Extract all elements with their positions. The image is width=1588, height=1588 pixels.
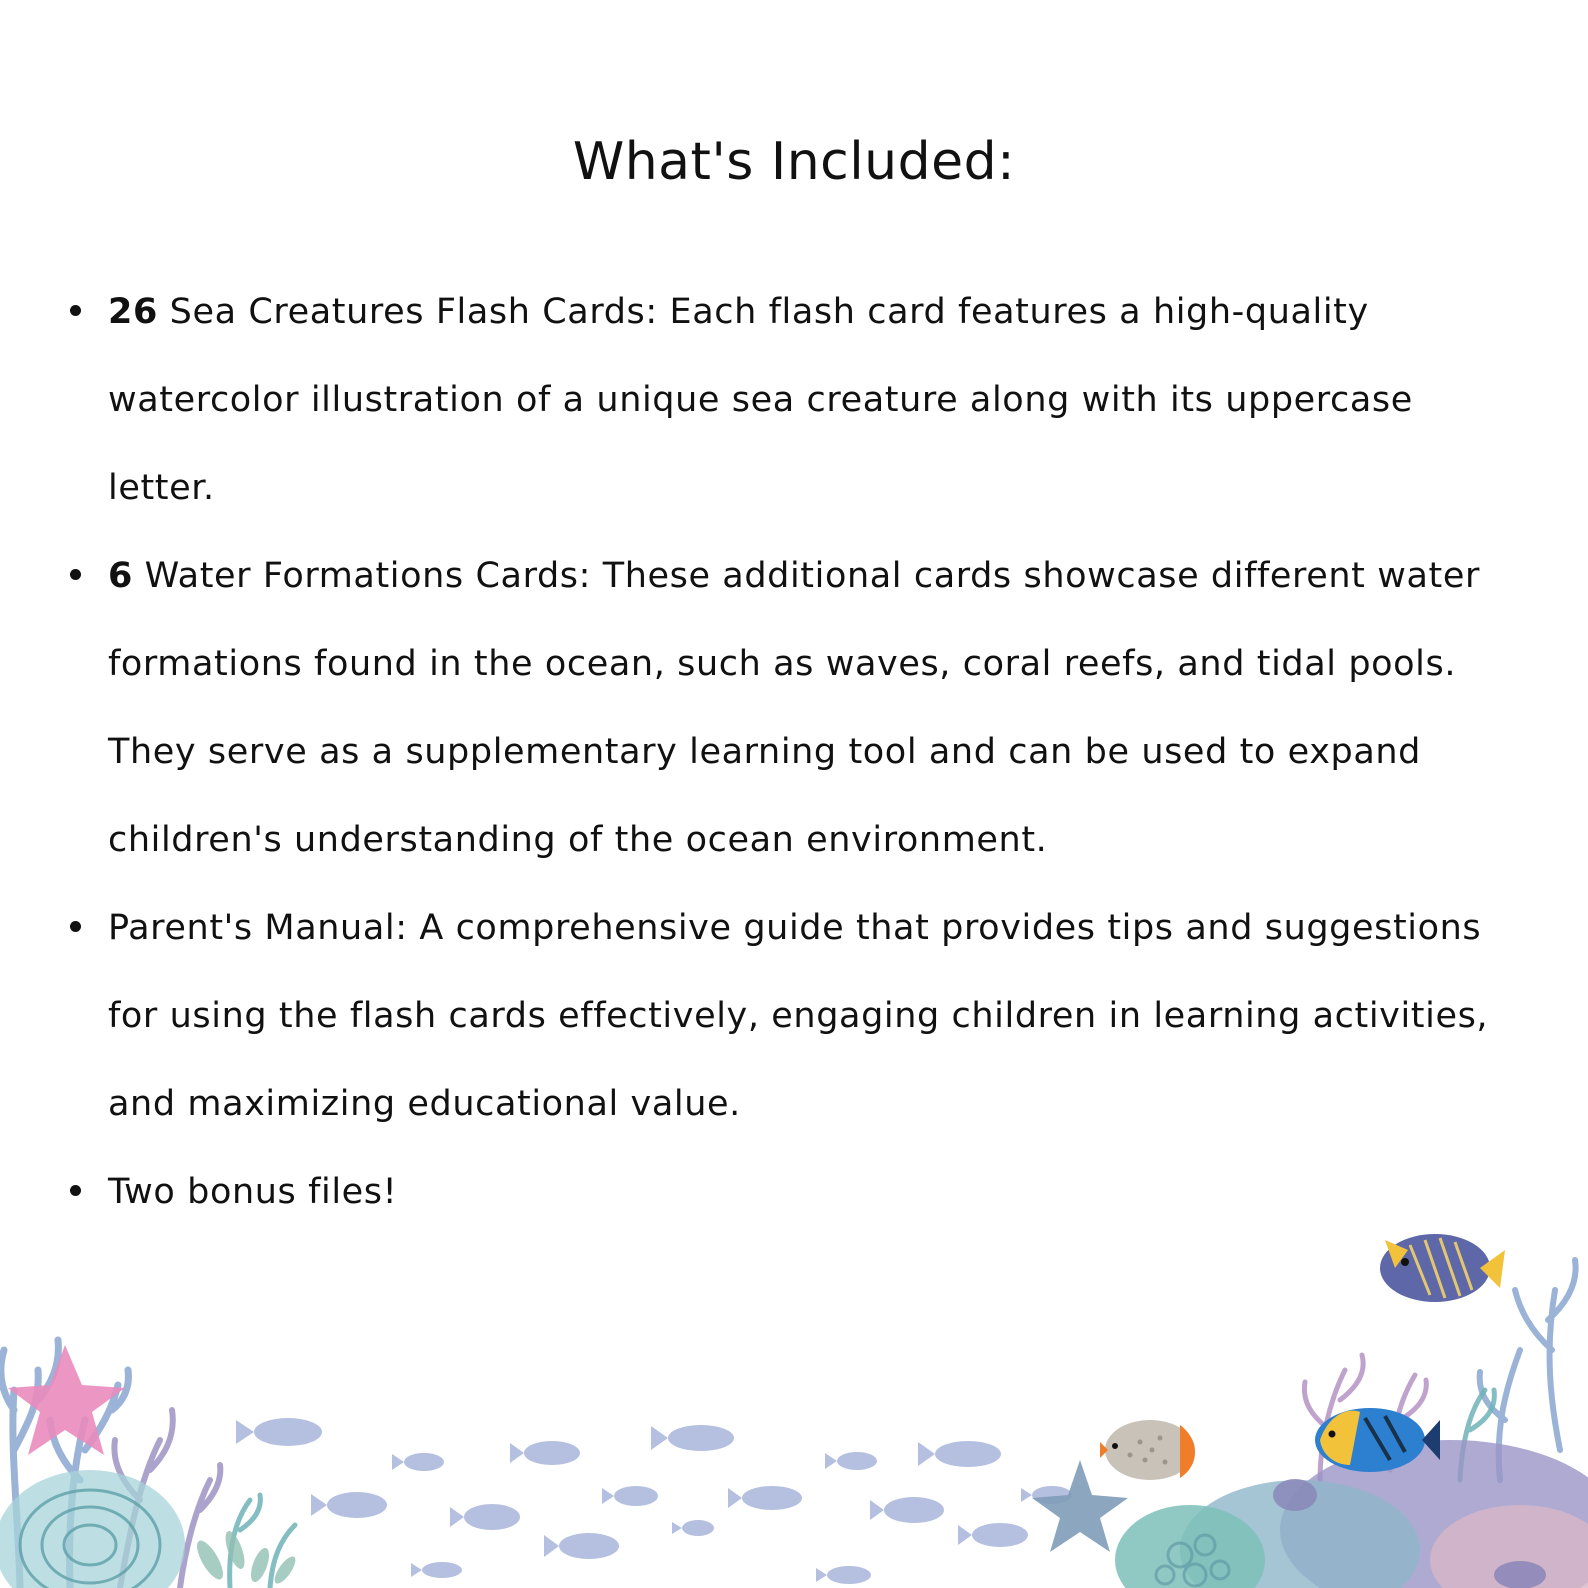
fish-icon (450, 1504, 520, 1530)
fish-icon (651, 1425, 734, 1451)
item-text: Sea Creatures Flash Cards: Each flash card features a high-quality watercolor illustration of a unique sea creature along with its uppercase letter. (108, 292, 1413, 508)
fish-icon (672, 1520, 714, 1536)
angelfish-icon (1380, 1234, 1505, 1302)
fish-icon (411, 1562, 462, 1578)
fish-icon (870, 1497, 944, 1523)
item-text: Water Formations Cards: These additional cards showcase different water formations found in the ocean, such as waves, coral reefs, and tidal pools. They serve as a supplementary learning tool and can be used to expand children's understanding of the ocean environment. (108, 556, 1480, 860)
included-list (66, 268, 1516, 1236)
fish-icon (825, 1452, 877, 1470)
right-reef-cluster (1032, 1234, 1588, 1588)
fish-school (236, 1418, 1072, 1584)
item-count: 26 (108, 292, 158, 332)
item-count: 6 (108, 556, 133, 596)
bullet-icon (70, 921, 81, 932)
list-item (66, 532, 1516, 884)
starfish-icon (8, 1345, 125, 1455)
butterflyfish-icon (1100, 1420, 1195, 1480)
fish-icon (544, 1533, 619, 1559)
starfish-icon (1032, 1460, 1128, 1552)
fish-icon (728, 1486, 802, 1510)
fish-icon (510, 1441, 580, 1465)
fish-icon (918, 1441, 1001, 1467)
fish-icon (602, 1486, 658, 1506)
fish-icon (958, 1523, 1028, 1547)
fish-icon (311, 1492, 387, 1518)
fish-icon (236, 1418, 322, 1446)
item-text: Two bonus files! (108, 1172, 398, 1212)
bullet-icon (70, 569, 81, 580)
page-title: What's Included: (572, 132, 1016, 192)
fish-icon (816, 1566, 871, 1584)
item-text: Parent's Manual: A comprehensive guide that provides tips and suggestions for using the flash cards effectively, engaging children in learning activities, and maximizing educational value. (108, 908, 1489, 1124)
bullet-icon (70, 305, 81, 316)
shell-coral-icon (0, 1470, 185, 1588)
fish-icon (392, 1453, 444, 1471)
ocean-illustration (0, 1150, 1588, 1588)
list-item (66, 884, 1516, 1148)
list-item (66, 268, 1516, 532)
